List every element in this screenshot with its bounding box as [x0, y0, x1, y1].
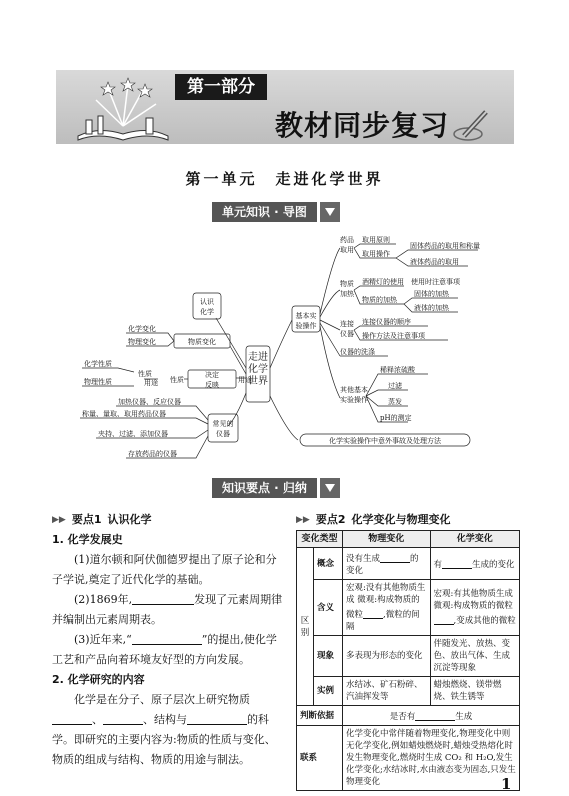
- paragraph: (1)道尔顿和阿伏伽德罗提出了原子论和分子学说,奠定了近代化学的基础。: [52, 553, 277, 586]
- svg-text:仪器: 仪器: [340, 330, 354, 338]
- svg-text:加热: 加热: [340, 290, 354, 298]
- table-cell: 宏观:有其他物质生成 微观:构成物质的微粒,变成其他的微粒: [430, 580, 520, 636]
- row-label: 区别: [297, 548, 314, 706]
- svg-text:反映: 反映: [205, 381, 219, 389]
- table-header: 化学变化: [430, 531, 520, 548]
- svg-text:化学实验操作中意外事故及处理方法: 化学实验操作中意外事故及处理方法: [329, 437, 441, 445]
- fill-blank[interactable]: [132, 632, 202, 645]
- map-chem-change: 化学变化: [128, 325, 156, 333]
- map-matter-change: 物质变化: [188, 338, 216, 346]
- svg-text:称量、量取、取用药品仪器: 称量、量取、取用药品仪器: [82, 410, 166, 418]
- svg-text:实验操作: 实验操作: [340, 396, 368, 404]
- svg-text:世界: 世界: [248, 376, 268, 387]
- map-center: 走进: [248, 352, 268, 363]
- svg-text:性质: 性质: [170, 376, 184, 384]
- fill-blank[interactable]: [434, 612, 454, 625]
- svg-text:夹持、过滤、添加仪器: 夹持、过滤、添加仪器: [98, 430, 168, 438]
- section-label: 知识要点 · 归纳: [212, 478, 317, 498]
- table-cell: 多表现为形态的变化: [343, 636, 431, 677]
- section-header-mindmap: [212, 202, 340, 222]
- point-header: ▶▶ 要点1 认识化学: [52, 510, 284, 530]
- svg-text:稀释浓硫酸: 稀释浓硫酸: [380, 366, 415, 374]
- fill-blank[interactable]: [132, 592, 194, 605]
- part-label: 第一部分: [175, 74, 267, 100]
- svg-text:蒸发: 蒸发: [388, 398, 402, 406]
- svg-text:其他基本: 其他基本: [340, 386, 368, 394]
- fill-blank[interactable]: [442, 556, 472, 569]
- banner-title: 教材同步复习: [275, 109, 450, 142]
- svg-text:液体药品的取用: 液体药品的取用: [410, 258, 459, 266]
- row-label: 联系: [297, 726, 343, 791]
- table-cell: 没有生成 的变化: [343, 548, 431, 580]
- fill-blank[interactable]: [187, 712, 247, 725]
- paragraph: (2)1869年, 发现了元素周期律并编制出元素周期表。: [52, 593, 283, 626]
- fill-blank[interactable]: [380, 550, 410, 563]
- svg-text:过滤: 过滤: [388, 382, 402, 390]
- table-cell: 伴随发光、放热、变色、放出气体、生成沉淀等现象: [430, 636, 520, 677]
- section-header-points: [212, 478, 340, 498]
- row-label: 实例: [314, 677, 343, 706]
- svg-text:存放药品的仪器: 存放药品的仪器: [128, 450, 177, 458]
- fill-blank[interactable]: [103, 712, 143, 725]
- table-cell: 宏观:没有其他物质生成 微观:构成物质的微粒 ,微粒的间隔: [343, 580, 431, 636]
- svg-text:化学: 化学: [248, 364, 268, 375]
- paragraph: 化学是在分子、原子层次上研究物质、 、结构与 的科学。即研究的主要内容为:物质的性质与变化、物质的组成与结构、物质的用途与制法。: [52, 693, 276, 766]
- right-column: [296, 510, 522, 791]
- table-cell: 蜡烛燃烧、镁带燃烧、铁生锈等: [430, 677, 520, 706]
- fill-blank[interactable]: [363, 606, 383, 619]
- book-fireworks-illustration: [68, 76, 178, 142]
- mind-map: [78, 228, 498, 468]
- svg-text:加热仪器、反应仪器: 加热仪器、反应仪器: [118, 398, 181, 406]
- svg-text:物质: 物质: [340, 280, 354, 288]
- svg-text:基本实: 基本实: [295, 312, 317, 320]
- row-label: 概念: [314, 548, 343, 580]
- table-header: 变化类型: [297, 531, 343, 548]
- svg-text:仪器的洗涤: 仪器的洗涤: [340, 348, 375, 356]
- svg-text:化学: 化学: [200, 308, 214, 316]
- paragraph: (3)近年来,“ ”的提出,使化学工艺和产品向着环境友好型的方向发展。: [52, 633, 277, 666]
- svg-text:连接: 连接: [340, 320, 354, 328]
- svg-text:物理性质: 物理性质: [84, 378, 112, 386]
- svg-text:性质: 性质: [138, 370, 152, 378]
- subheading: 1. 化学发展史: [52, 533, 123, 546]
- left-column: [52, 510, 284, 770]
- double-arrow-icon: ▶▶: [52, 515, 66, 525]
- unit-title: 第一单元 走进化学世界: [185, 170, 384, 188]
- svg-text:取用: 取用: [340, 246, 354, 254]
- table-cell: 是否有 生成: [343, 706, 520, 726]
- svg-text:液体的加热: 液体的加热: [414, 304, 449, 312]
- svg-text:取用操作: 取用操作: [362, 250, 390, 258]
- svg-text:用途: 用途: [144, 379, 158, 387]
- svg-text:固体的加热: 固体的加热: [414, 290, 449, 298]
- fill-blank[interactable]: [415, 708, 455, 721]
- fill-blank[interactable]: [52, 712, 92, 725]
- pencil-icon: [452, 110, 492, 142]
- page-number: 1: [501, 775, 512, 793]
- table-cell: 化学变化中常伴随着物理变化,物理变化中则无化学变化,例如蜡烛燃烧时,蜡烛受热熔化时发生物理变化,燃烧时生成 CO₂ 和 H₂O,发生化学变化;水结冰时,水由液态变为固态,只发生物理变化: [343, 726, 520, 791]
- arrow-down-icon: [320, 202, 340, 222]
- double-arrow-icon: ▶▶: [296, 515, 310, 525]
- map-phys-change: 物理变化: [128, 338, 156, 346]
- row-label: 判断依据: [297, 706, 343, 726]
- svg-text:化学性质: 化学性质: [84, 360, 112, 368]
- svg-text:药品: 药品: [340, 236, 354, 244]
- svg-text:验操作: 验操作: [295, 322, 317, 330]
- svg-text:操作方法及注意事项: 操作方法及注意事项: [362, 332, 425, 340]
- subheading: 2. 化学研究的内容: [52, 673, 145, 686]
- svg-text:固体药品的取用和称量: 固体药品的取用和称量: [410, 242, 480, 250]
- svg-text:常见的: 常见的: [212, 420, 234, 428]
- point-header: ▶▶ 要点2 化学变化与物理变化: [296, 510, 522, 530]
- svg-text:认识: 认识: [200, 298, 214, 306]
- svg-text:连接仪器的顺序: 连接仪器的顺序: [362, 318, 411, 326]
- row-label: 现象: [314, 636, 343, 677]
- comparison-table: [296, 530, 520, 791]
- row-label: 含义: [314, 580, 343, 636]
- table-header: 物理变化: [343, 531, 431, 548]
- svg-text:取用原则: 取用原则: [362, 236, 390, 244]
- svg-text:决定: 决定: [205, 371, 219, 379]
- arrow-down-icon: [320, 478, 340, 498]
- section-label: 单元知识 · 导图: [212, 202, 317, 222]
- svg-text:仪器: 仪器: [216, 430, 230, 438]
- table-cell: 水结冰、矿石粉碎、汽油挥发等: [343, 677, 431, 706]
- svg-text:酒精灯的使用 使用时注意事项: 酒精灯的使用 使用时注意事项: [362, 278, 460, 286]
- svg-text:pH的测定: pH的测定: [380, 414, 412, 422]
- svg-text:用途: 用途: [238, 376, 252, 384]
- svg-text:物质的加热: 物质的加热: [362, 296, 397, 304]
- table-cell: 有 生成的变化: [430, 548, 520, 580]
